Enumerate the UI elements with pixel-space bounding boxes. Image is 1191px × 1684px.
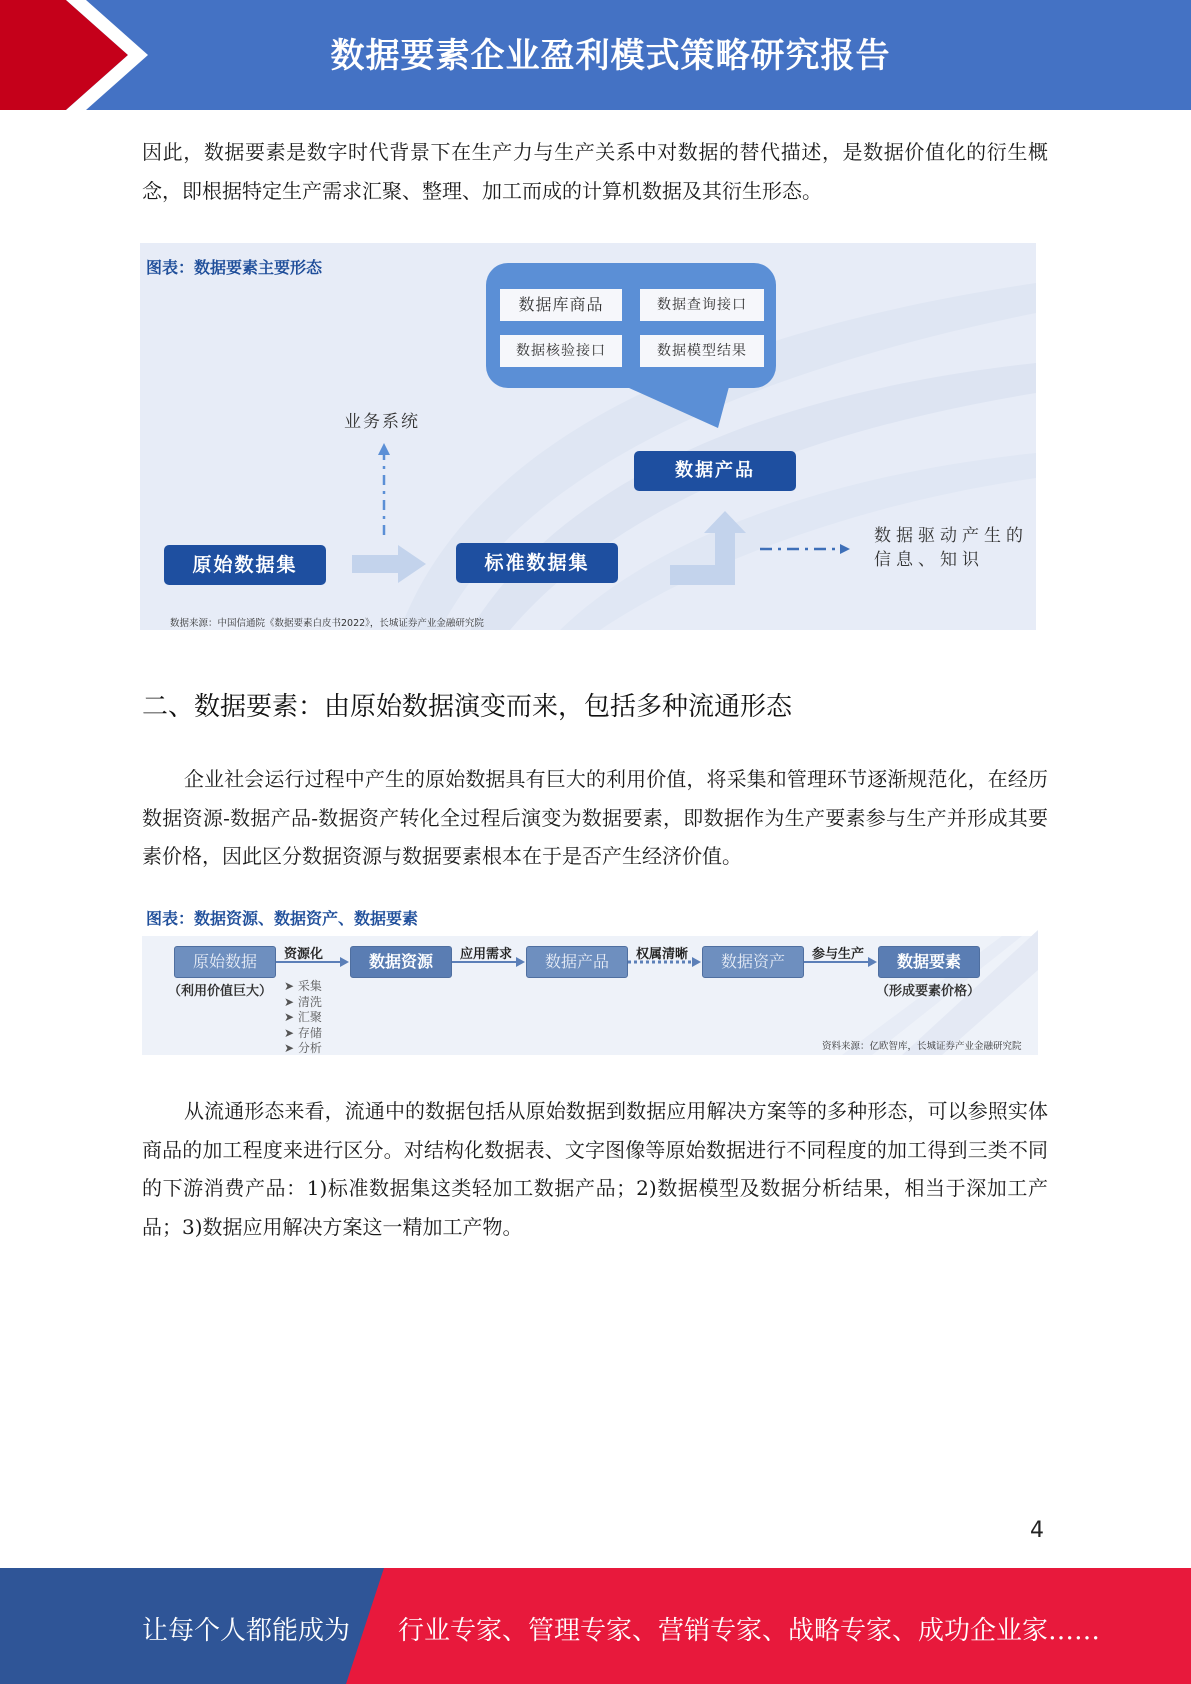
up-arrow-head-icon [378, 443, 390, 455]
transition-participate-production: 参与生产 [812, 947, 865, 962]
section-title: 二、数据要素：由原始数据演变而来，包括多种流通形态 [142, 692, 793, 722]
list-item: ➤ 存储 [284, 1025, 322, 1040]
arrow-head-icon [516, 957, 525, 967]
tag-query-api: 数据查询接口 [640, 289, 764, 321]
transition-clear-ownership: 权属清晰 [636, 947, 689, 962]
figure-1-arrows [140, 243, 1036, 630]
output-text-line2: 信息、知识 [874, 550, 984, 570]
arrow-head-icon [340, 957, 349, 967]
business-system-label: 业务系统 [344, 412, 420, 432]
figure-2-source: 资料来源：亿欧智库，长城证券产业金融研究院 [822, 1041, 1022, 1052]
bent-up-arrow-icon [670, 511, 746, 585]
tag-model-result: 数据模型结果 [640, 335, 764, 367]
figure-data-element-forms [140, 243, 1036, 630]
transition-application-demand: 应用需求 [460, 947, 513, 962]
transition-resourcization: 资源化 [284, 947, 324, 962]
element-note: （形成要素价格） [876, 984, 981, 999]
footer-slogan-left: 让每个人都能成为 [142, 1616, 351, 1646]
report-title: 数据要素企业盈利模式策略研究报告 [330, 36, 891, 76]
page-header [0, 0, 1191, 110]
page-number: 4 [1030, 1518, 1044, 1543]
arrow-head-icon [692, 957, 701, 967]
standard-dataset-box: 标准数据集 [456, 543, 618, 583]
figure-2-caption: 图表：数据资源、数据资产、数据要素 [146, 909, 419, 928]
page-footer [0, 1568, 1191, 1684]
stage-data-product: 数据产品 [526, 946, 628, 978]
list-item: ➤ 清洗 [284, 994, 322, 1009]
footer-slogan-right: 行业专家、管理专家、营销专家、战略专家、成功企业家…… [398, 1616, 1101, 1646]
output-text-line1: 数据驱动产生的 [874, 526, 1028, 546]
figure-data-resource-asset-element [142, 900, 1038, 1055]
stage-data-asset: 数据资产 [702, 946, 804, 978]
list-item: ➤ 汇聚 [284, 1010, 322, 1024]
figure-1-caption: 图表：数据要素主要形态 [146, 258, 323, 277]
tag-database-goods: 数据库商品 [500, 289, 622, 321]
arrow-head-icon [868, 957, 877, 967]
paragraph-1: 因此，数据要素是数字时代背景下在生产力与生产关系中对数据的替代描述，是数据价值化的衍生概念，即根据特定生产需求汇聚、整理、加工而成的计算机数据及其衍生形态。 [142, 140, 1048, 203]
tag-verify-api: 数据核验接口 [500, 335, 622, 367]
figure-2-arrows [142, 900, 1038, 1055]
paragraph-2: 企业社会运行过程中产生的原始数据具有巨大的利用价值，将采集和管理环节逐渐规范化，在经历数据资源-数据产品-数据资产转化全过程后演变为数据要素，即数据作为生产要素参与生产并形成其要素价格，因此区分数据资源与数据要素根本在于是否产生经济价值。 [142, 767, 1048, 868]
figure-1-source: 数据来源：中国信通院《数据要素白皮书2022》，长城证券产业金融研究院 [170, 618, 484, 629]
raw-dataset-box: 原始数据集 [164, 545, 326, 585]
data-product-box: 数据产品 [634, 451, 796, 491]
raw-data-note: （利用价值巨大） [168, 984, 273, 999]
dashdot-arrow-head-icon [840, 544, 850, 554]
stage-raw-data: 原始数据 [174, 946, 276, 978]
paragraph-3: 从流通形态来看，流通中的数据包括从原始数据到数据应用解决方案等的多种形态，可以参照实体商品的加工程度来进行区分。对结构化数据表、文字图像等原始数据进行不同程度的加工得到三类不同的下游消费产品：1)标准数据集这类轻加工数据产品；2)数据模型及数据分析结果，相当于深加工产品；3)数据应用解决方案这一精加工产物。 [142, 1099, 1048, 1239]
list-item: ➤ 采集 [284, 979, 322, 993]
processing-steps-list [284, 979, 322, 1055]
right-arrow-icon [352, 545, 426, 583]
list-item: ➤ 分析 [284, 1041, 322, 1055]
stage-data-element: 数据要素 [878, 946, 980, 978]
stage-data-resource: 数据资源 [350, 946, 452, 978]
